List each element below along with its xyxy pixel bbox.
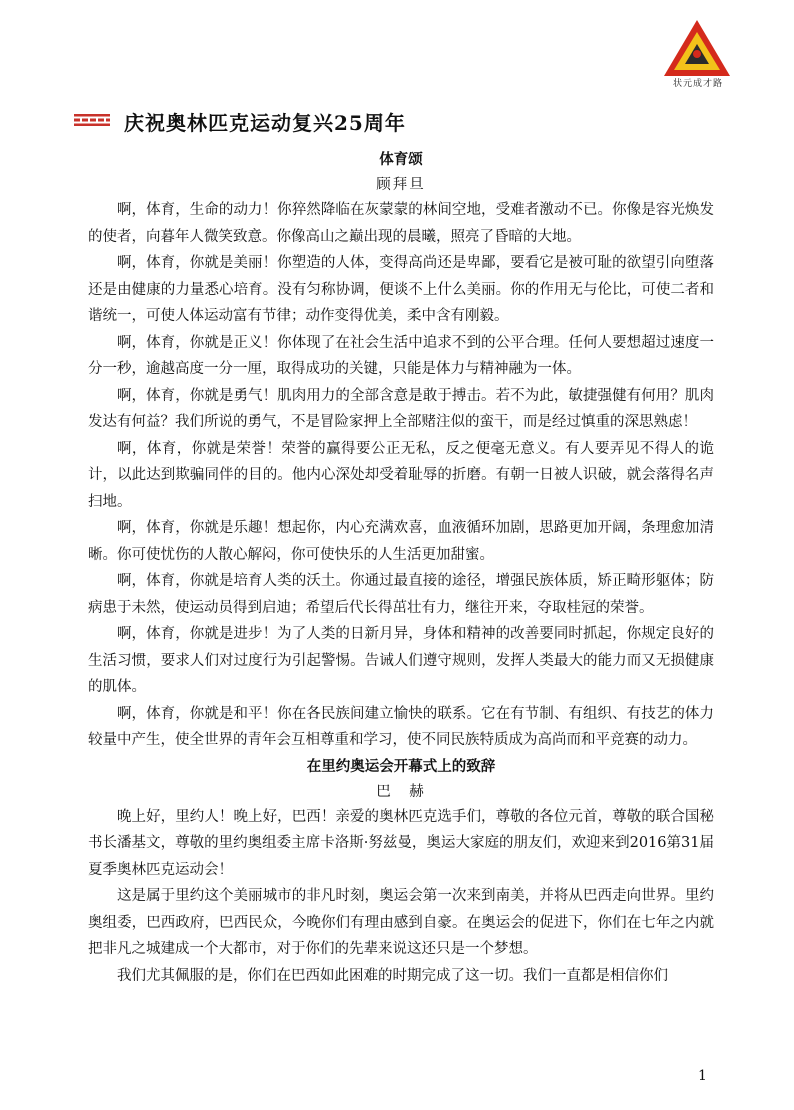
poem-title: 体育颂 xyxy=(379,152,423,168)
speech-author: 巴 赫 xyxy=(376,783,426,800)
poem-paragraph: 啊，体育，生命的动力！你猝然降临在灰蒙蒙的林间空地，受难者激动不已。你像是容光焕发的使者，向暮年人微笑致意。你像高山之巅出现的晨曦，照亮了昏暗的大地。 xyxy=(88,202,714,245)
speech-paragraph: 这是属于里约这个美丽城市的非凡时刻，奥运会第一次来到南美，并将从巴西走向世界。里约奥组委，巴西政府，巴西民众，今晚你们有理由感到自豪。在奥运会的促进下，你们在七年之内就把非凡之城建成一个大都市，对于你们的先辈来说这还只是一个梦想。 xyxy=(88,888,714,957)
poem-paragraph: 啊，体育，你就是荣誉！荣誉的赢得要公正无私，反之便毫无意义。有人要弄见不得人的诡计，以此达到欺骗同伴的目的。他内心深处却受着耻辱的折磨。有朝一日被人识破，就会落得名声扫地。 xyxy=(88,440,714,510)
page-title: 庆祝奥林匹克运动复兴25周年 xyxy=(124,111,406,135)
poem-paragraph: 啊，体育，你就是乐趣！想起你，内心充满欢喜，血液循环加剧，思路更加开阔，条理愈加清晰。你可使忧伤的人散心解闷，你可使快乐的人生活更加甜蜜。 xyxy=(88,520,714,563)
poem-paragraph: 啊，体育，你就是勇气！肌肉用力的全部含意是敢于搏击。若不为此，敏捷强健有何用？肌肉发达有何益？我们所说的勇气，不是冒险家押上全部赌注似的蛮干，而是经过慎重的深思熟虑！ xyxy=(88,387,714,430)
poem-paragraph: 啊，体育，你就是培育人类的沃土。你通过最直接的途径，增强民族体质，矫正畸形躯体；防病患于未然，使运动员得到启迪；希望后代长得茁壮有力，继往开来，夺取桂冠的荣誉。 xyxy=(88,573,714,616)
poem-paragraph: 啊，体育，你就是美丽！你塑造的人体，变得高尚还是卑鄙，要看它是被可耻的欲望引向堕落还是由健康的力量悉心培育。没有匀称协调，便谈不上什么美丽。你的作用无与伦比，可使二者和谐统一，可使人体运动富有节律；动作变得优美，柔中含有刚毅。 xyxy=(88,255,714,324)
poem-author: 顾拜旦 xyxy=(376,177,426,193)
speech-paragraph: 晚上好，里约人！晚上好，巴西！亲爱的奥林匹克选手们，尊敬的各位元首，尊敬的联合国秘书长潘基文，尊敬的里约奥组委主席卡洛斯·努兹曼，奥运大家庭的朋友们，欢迎来到2016第31届夏季奥林匹克运动会！ xyxy=(88,808,714,878)
speech-paragraph: 我们尤其佩服的是，你们在巴西如此困难的时期完成了这一切。我们一直都是相信你们 xyxy=(117,967,668,984)
poem-paragraph: 啊，体育，你就是和平！你在各民族间建立愉快的联系。它在有节制、有组织、有技艺的体力较量中产生，使全世界的青年会互相尊重和学习，使不同民族特质成为高尚而和平竞赛的动力。 xyxy=(88,705,714,748)
section-marker-icon xyxy=(74,114,110,126)
poem-paragraph: 啊，体育，你就是进步！为了人类的日新月异，身体和精神的改善要同时抓起，你规定良好的生活习惯，要求人们对过度行为引起警惕。告诫人们遵守规则，发挥人类最大的能力而又无损健康的肌体。 xyxy=(88,626,714,695)
page-number: 1 xyxy=(698,1068,707,1084)
speech-title: 在里约奥运会开幕式上的致辞 xyxy=(306,758,496,775)
poem-paragraph: 啊，体育，你就是正义！你体现了在社会生活中追求不到的公平合理。任何人要想超过速度一分一秒，逾越高度一分一厘，取得成功的关键，只能是体力与精神融为一体。 xyxy=(88,334,714,377)
article-body xyxy=(88,147,714,989)
logo-text: 状元成才路 xyxy=(672,79,723,89)
